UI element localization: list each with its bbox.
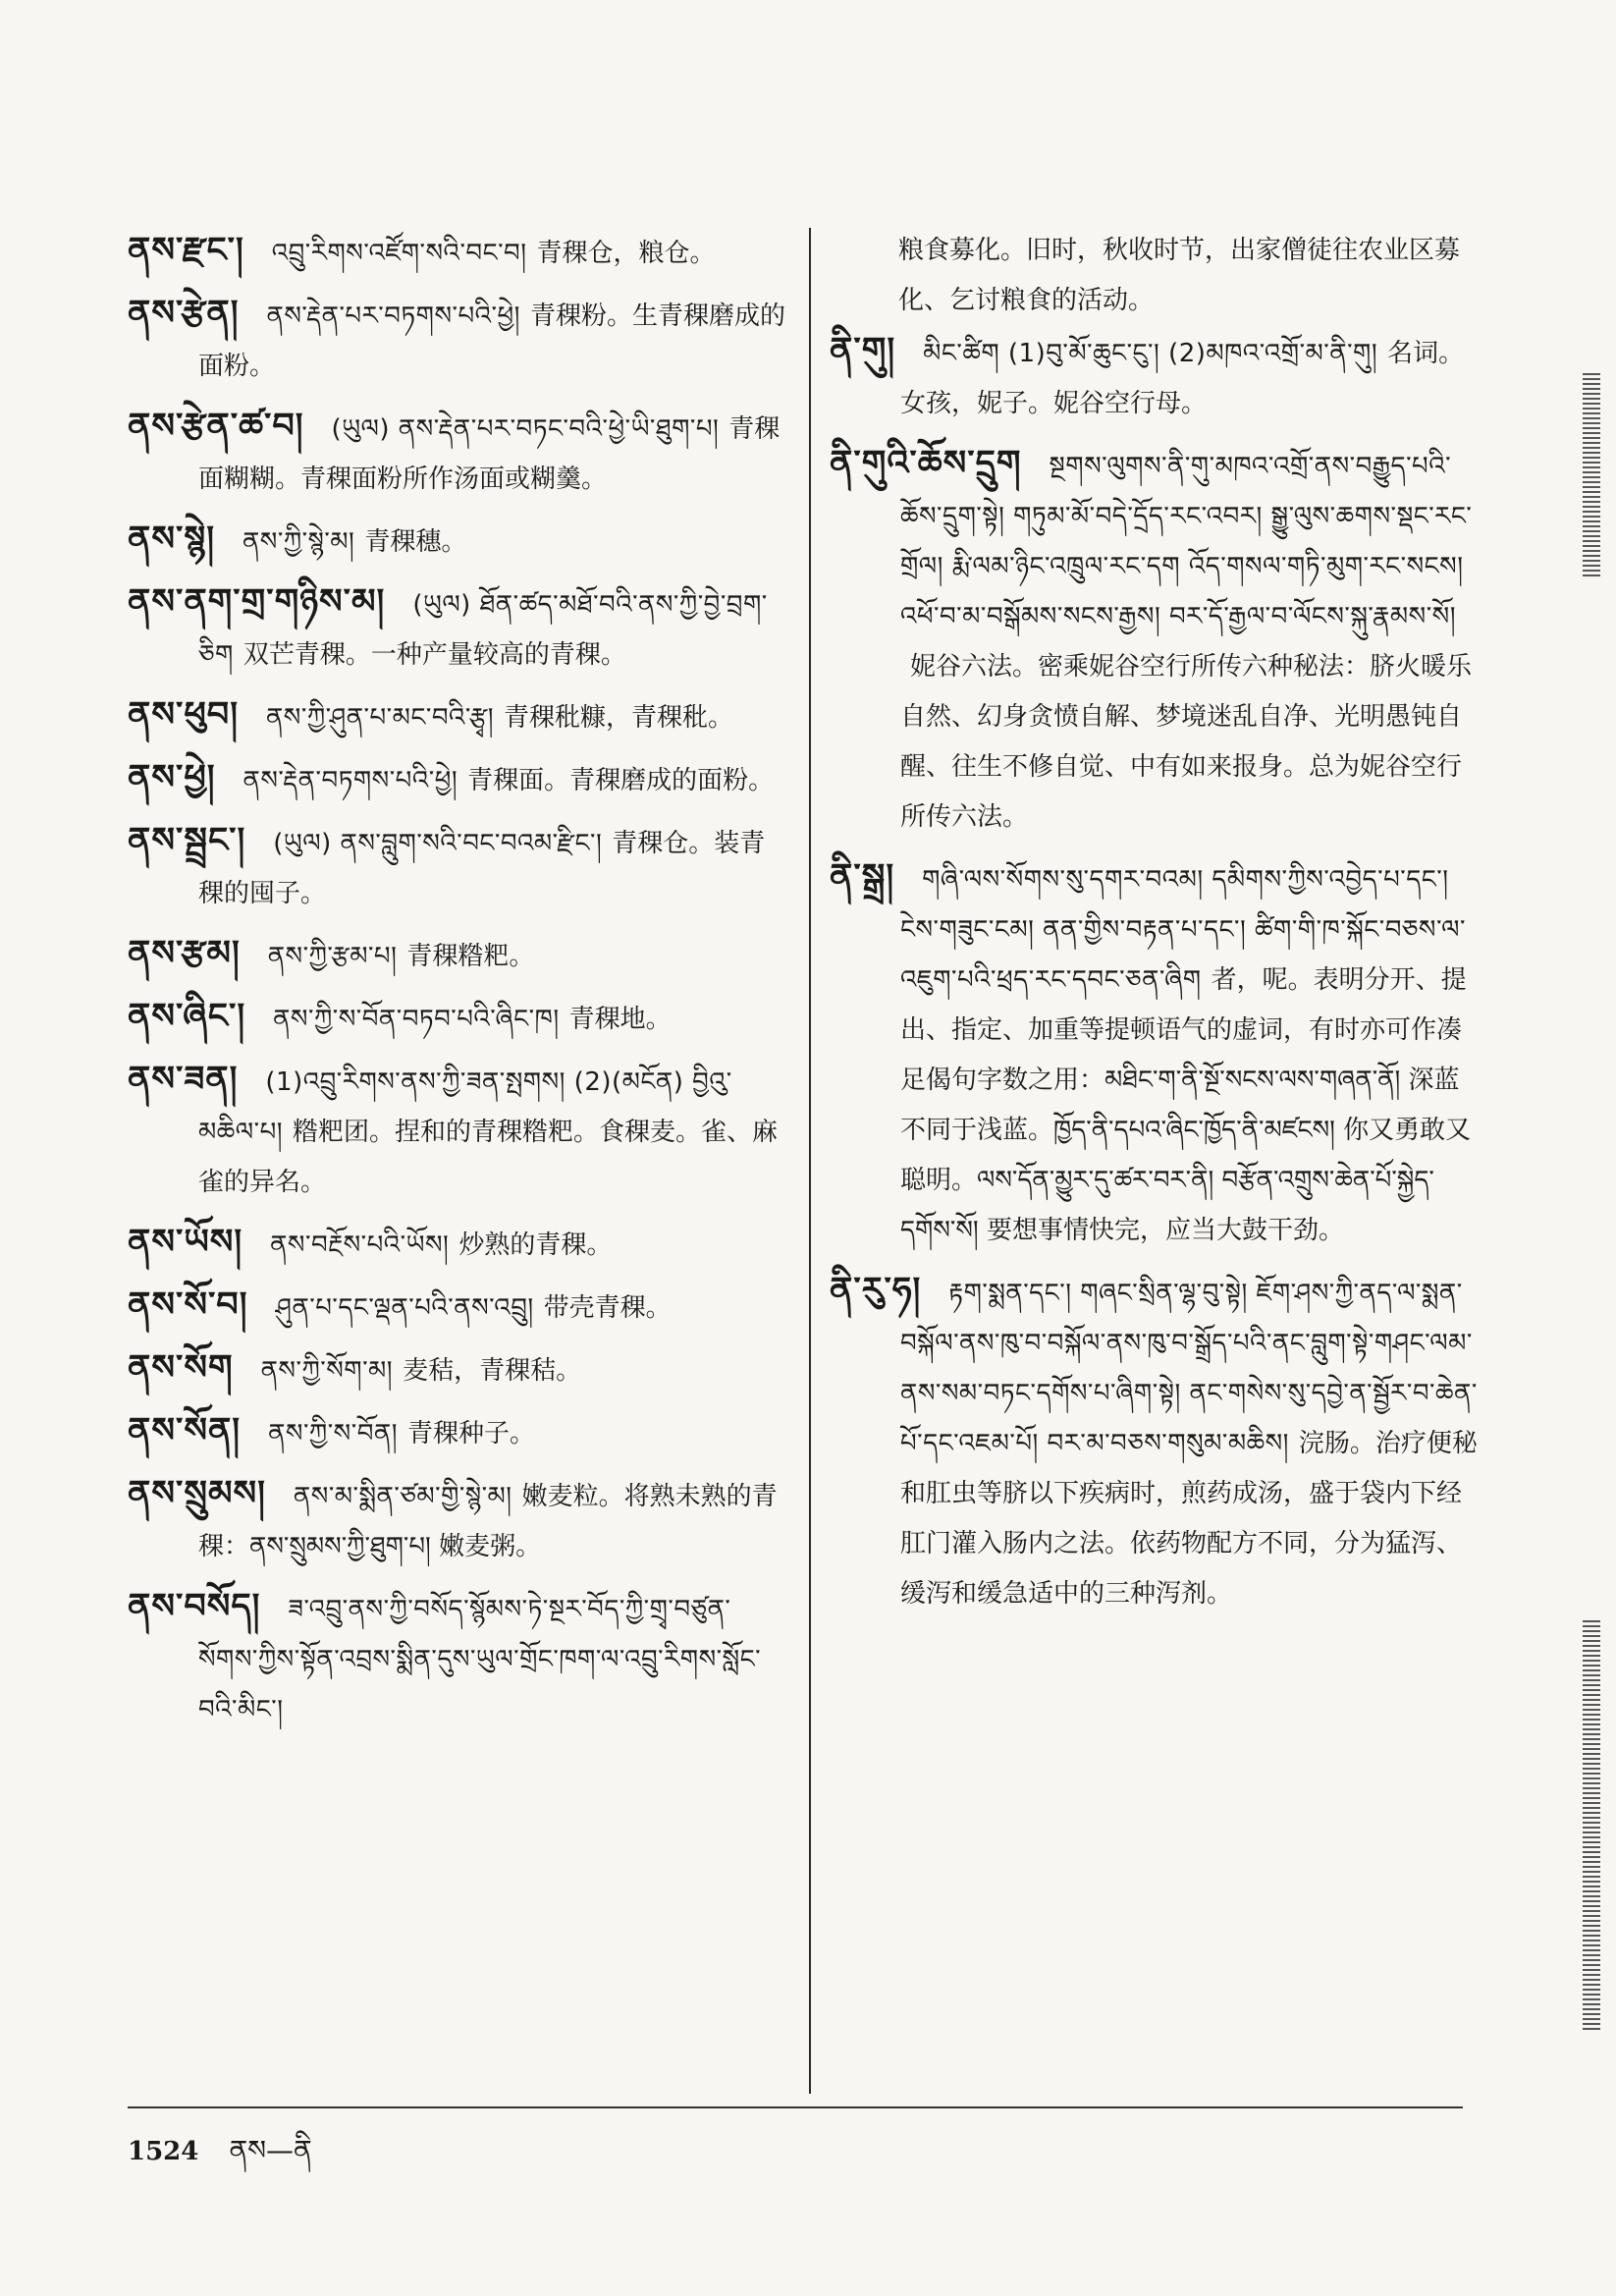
entry-definition: སྔགས་ལུགས་ནི་གུ་མཁའ་འགྲོ་ནས་བརྒྱུད་པའི་ཆོས་དྲུག་སྟེ། གཏུམ་མོ་བདེ་དྲོད་རང་འབར། སྒྱུ་ལུས་ཆགས་སྡང་རང་གྲོལ། རྨི་ལམ་ཉིང་འཁྲུལ་རང་དག འོད་གསལ་གཏི་མུག་རང་སངས། འཕོ་བ་མ་བསྒོམས་སངས་རྒྱས། བར་དོ་རྒྱལ་བ་ལོངས་སྐུ་རྣམས་སོ། [900, 452, 1473, 631]
entry-translation: 嫩麦粒。将熟未熟的青稞：ནས་སྲུམས་ཀྱི་ཐུག་པ། 嫩麦粥。 [198, 1482, 778, 1561]
entry-translation: 青稞面。青稞磨成的面粉。 [467, 766, 775, 795]
dictionary-entry [128, 289, 790, 392]
page-number: 1524 [128, 2137, 199, 2166]
entry-headword: ནས་བསོད། [128, 1587, 261, 1626]
entry-definition: ནས་ཀྱི་རྩམ་པ། [267, 942, 398, 971]
entry-definition: ནས་ཀྱི་ཤུན་པ་མང་བའི་རྩྭ། [265, 703, 494, 733]
entry-definition: (1)འབྲུ་རིགས་ནས་ཀྱི་ཟན་སྤགས། (2)(མངོན) བྱིའུ་མཆིལ་པ། [198, 1067, 732, 1147]
entry-definition: (ཡུལ) ཐོན་ཚད་མཐོ་བའི་ནས་ཀྱི་བྱེ་བྲག་ཅིག [198, 590, 768, 670]
entry-headword: ནས་སོ་བ། [128, 1285, 248, 1325]
entry-definition: ཤུན་པ་དང་ལྡན་པའི་ནས་འབྲུ། [275, 1293, 534, 1323]
entry-translation: 麦秸，青稞秸。 [403, 1356, 582, 1386]
entry-translation: 带壳青稞。 [543, 1293, 672, 1323]
entry-translation: 浣肠。治疗便秘和肛虫等脐以下疾病时，煎药成汤，盛于袋内下经肛门灌入肠内之法。依药物配方不同，分为猛泻、缓泻和缓急适中的三种泻剂。 [900, 1429, 1478, 1609]
dictionary-entry [830, 439, 1478, 843]
entry-headword: ནི་རུ་ཧ། [830, 1271, 922, 1310]
entry-translation: 双芒青稞。一种产量较高的青稞。 [242, 640, 626, 670]
entry-headword: ནས་སྲུམས། [128, 1474, 266, 1513]
entry-definition: ནས་ཀྱི་སྙེ་མ། [242, 527, 355, 557]
entry-headword: ནི་སྒྲ། [830, 857, 895, 897]
dictionary-entry [128, 753, 790, 806]
entry-translation: 青稞种子。 [406, 1419, 535, 1449]
page-footer [128, 2119, 312, 2197]
entry-headword: ནས་ནག་གྲ་གཉིས་མ། [128, 582, 386, 622]
dictionary-entry [128, 1582, 790, 1735]
scan-edge-mark [1583, 1620, 1600, 2033]
entry-headword: ནས་རྩེན། [128, 294, 240, 333]
dictionary-entry [128, 1281, 790, 1334]
entry-definition: ནས་བརྔོས་པའི་ཡོས། [270, 1230, 450, 1260]
dictionary-entry [830, 852, 1478, 1256]
dictionary-entry [128, 515, 790, 568]
entry-headword: ནས་ཟན། [128, 1060, 239, 1099]
dictionary-entry [128, 929, 790, 982]
entry-definition: ནས་རྡེན་པར་བཏགས་པའི་ཕྱེ། [266, 301, 520, 331]
footer-rule [128, 2106, 1463, 2108]
entry-definition: འབྲུ་རིགས་འཛོག་སའི་བང་བ། [271, 239, 527, 268]
entry-headword: ནི་གུ། [830, 331, 896, 370]
entry-translation: 青稞粉。生青稞磨成的面粉。 [198, 301, 785, 381]
dictionary-entry [830, 326, 1478, 429]
entry-definition: (ཡུལ) ནས་བླུག་སའི་བང་བའམ་རྫིང་། [273, 829, 603, 858]
dictionary-entry [128, 816, 790, 919]
entry-headword: ནི་གུའི་ཆོས་དྲུག [830, 444, 1022, 483]
entry-definition: མིང་ཚིག (1)བུ་མོ་ཆུང་ངུ་། (2)མཁའ་འགྲོ་མ་ནི་གུ། [923, 339, 1378, 368]
dictionary-entry [128, 402, 790, 505]
entry-translation: 者，呢。表明分开、提出、指定、加重等提顿语气的虚词，有时亦可作凑足偈句字数之用：མཐིང་ག་ནི་སྔོ་སངས་ལས་གཞན་ནོ། 深蓝不同于浅蓝。ཁྱོད་ནི་དཔའ་ཞིང་ཁྱོད་ནི་མཛངས། 你又勇敢又聪明。ལས་དོན་མྱུར་དུ་ཚར་བར་ནི། བརྩོན་འགྲུས་ཆེན་པོ་སྐྱེད་དགོས་སོ། 要想事情快完，应当大鼓干劲。 [900, 965, 1472, 1245]
dictionary-entry [128, 1055, 790, 1208]
entry-translation: 青稞仓。装青稞的囤子。 [198, 829, 766, 908]
column-divider [809, 228, 811, 2094]
entry-definition: ནས་ཀྱི་ས་བོན། [268, 1419, 398, 1449]
entry-definition: (ཡུལ) ནས་རྡེན་པར་བཏང་བའི་ཕྱེ་ཡི་ཐུག་པ། [331, 414, 720, 444]
entry-translation: 糌粑团。捏和的青稞糌粑。食稞麦。雀、麻雀的异名。 [198, 1118, 779, 1197]
dictionary-entry [128, 1343, 790, 1396]
entry-translation: 青稞秕糠，青稞秕。 [504, 703, 734, 733]
entry-headword: ནས་རྩམ། [128, 934, 241, 973]
entry-definition: ནས་ཀྱི་ས་བོན་བཏབ་པའི་ཞིང་ཁ། [273, 1005, 560, 1034]
entry-definition: ནས་རྡེན་བཏགས་པའི་ཕྱེ། [242, 766, 458, 795]
entry-translation: 青稞地。 [568, 1005, 672, 1034]
dictionary-entry [128, 992, 790, 1045]
left-column [128, 226, 790, 1745]
dictionary-entry [128, 1218, 790, 1271]
page-range: ནས—ནི [229, 2134, 312, 2166]
scan-edge-mark [1583, 373, 1600, 579]
entry-translation: 青稞糌粑。 [406, 942, 535, 971]
continuation-text: 粮食募化。旧时，秋收时节，出家僧徒往农业区募化、乞讨粮食的活动。 [898, 236, 1461, 315]
entry-headword: ནས་ཞིང་། [128, 997, 246, 1036]
entry-headword: ནས་སོག [128, 1348, 234, 1388]
dictionary-entry [128, 226, 790, 279]
entry-translation: 名词。女孩，妮子。妮谷空行母。 [900, 339, 1465, 418]
entry-translation: 妮谷六法。密乘妮谷空行所传六种秘法：脐火暖乐自然、幻身贪愤自解、梦境迷乱自净、光明愚钝自醒、往生不修自觉、中有如来报身。总为妮谷空行所传六法。 [900, 652, 1473, 832]
entry-headword: ནས་སྙེ། [128, 519, 215, 559]
entry-definition: གཞི་ལས་སོགས་སུ་དགར་བའམ། དམིགས་ཀྱིས་འབྱེད་པ་དང་། ངེས་གཟུང་ངམ། ནན་གྱིས་བརྟན་པ་དང་། ཚིག་གི་ཁ་སྐོང་བཅས་ལ་འཇུག་པའི་ཕྲད་རང་དབང་ཅན་ཞིག [900, 865, 1466, 995]
entry-definition: ཟ་འབྲུ་ནས་ཀྱི་བསོད་སྙོམས་ཏེ་སྔར་བོད་ཀྱི་གྲྭ་བཙུན་སོགས་ཀྱིས་སྟོན་འབྲས་སྨིན་དུས་ཡུལ་གྲོང་ཁག་ལ་འབྲུ་རིགས་སློང་བའི་མིང་། [198, 1595, 762, 1724]
entry-headword: ནས་སོན། [128, 1411, 242, 1450]
entry-headword: ནས་རྫང་། [128, 231, 244, 270]
entry-translation: 青稞穗。 [364, 527, 467, 557]
entry-translation: 炒熟的青稞。 [458, 1230, 613, 1260]
dictionary-entry [128, 690, 790, 743]
entry-headword: ནས་སྦྲང་། [128, 821, 246, 860]
entry-definition: རྟག་སྨན་དང་། གཞང་སྲིན་ལྷ་བུ་སྟེ། ཇོག་ཤས་ཀྱི་ནད་ལ་སྨན་བསྐོལ་ནས་ཁུ་བ་བསྐོལ་ནས་ཁུ་བ་སྒྲོད་པའི་ནང་བླུག་སྟེ་གཤང་ལམ་ནས་སམ་བཏང་དགོས་པ་ཞིག་སྟེ། ནང་གསེས་སུ་དབྱེ་ན་སྦྱོར་བ་ཆེན་པོ་དང་འཇམ་པོ། བར་མ་བཅས་གསུམ་མཆིས། [900, 1279, 1478, 1458]
dictionary-entry [128, 1406, 790, 1459]
entry-headword: ནས་ཕྱེ། [128, 758, 216, 797]
entry-headword: ནས་རྩེན་ཚ་བ། [128, 407, 304, 446]
entry-translation: 青稞面糊糊。青稞面粉所作汤面或糊羹。 [198, 414, 781, 494]
entry-headword: ནས་ཕུབ། [128, 695, 239, 735]
entry-headword: ནས་ཡོས། [128, 1223, 243, 1262]
dictionary-entry [128, 577, 790, 681]
right-column [830, 226, 1478, 1629]
entry-definition: ནས་མ་སྨིན་ཙམ་གྱི་སྙེ་མ། [293, 1482, 512, 1511]
entry-definition: ནས་ཀྱི་སོག་མ། [260, 1356, 394, 1386]
entry-translation: 青稞仓，粮仓。 [536, 239, 716, 268]
dictionary-entry [830, 1266, 1478, 1619]
dictionary-entry [128, 1469, 790, 1572]
